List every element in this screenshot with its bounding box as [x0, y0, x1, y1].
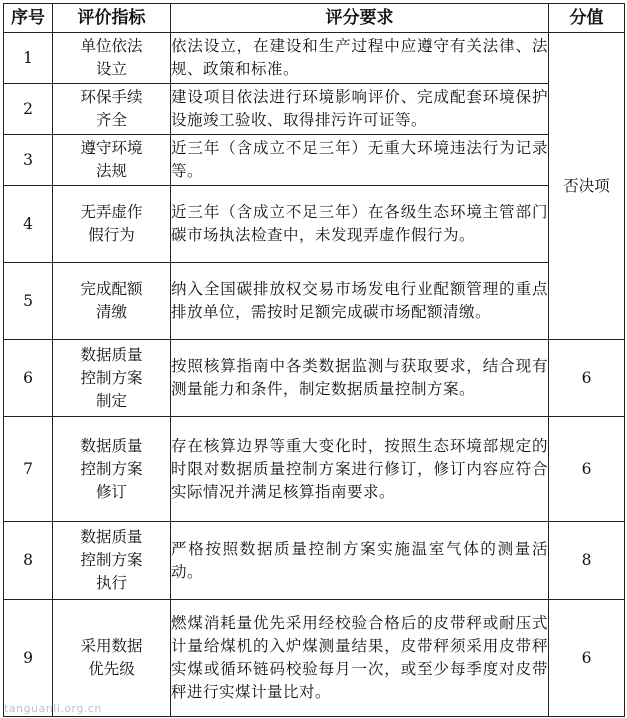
row-indicator	[53, 600, 171, 717]
row-number: 6	[4, 340, 53, 417]
row-number: 7	[4, 417, 53, 522]
row-number: 3	[4, 135, 53, 186]
row-score: 6	[549, 340, 625, 417]
indicator-line: 无弄虚作	[80, 203, 143, 221]
table-row	[4, 340, 625, 417]
row-indicator	[53, 263, 171, 340]
indicator-line: 齐全	[95, 111, 127, 129]
table-row	[4, 135, 625, 186]
row-score: 6	[549, 600, 625, 717]
indicator-line: 数据质量	[80, 528, 143, 546]
indicator-line: 完成配额	[80, 280, 143, 298]
veto-score-cell: 否决项	[549, 33, 625, 340]
table-row	[4, 600, 625, 717]
row-requirement: 建设项目依法进行环境影响评价、完成配套环境保护设施竣工验收、取得排污许可证等。	[171, 84, 549, 135]
row-indicator	[53, 84, 171, 135]
table-row	[4, 186, 625, 263]
row-score: 8	[549, 522, 625, 600]
row-number: 2	[4, 84, 53, 135]
row-requirement: 按照核算指南中各类数据监测与获取要求，结合现有测量能力和条件，制定数据质量控制方案。	[171, 340, 549, 417]
indicator-line: 采用数据	[80, 637, 143, 655]
row-indicator	[53, 186, 171, 263]
indicator-line: 控制方案	[80, 459, 143, 478]
row-requirement: 存在核算边界等重大变化时，按照生态环境部规定的时限对数据质量控制方案进行修订，修订内容应符合实际情况并满足核算指南要求。	[171, 417, 549, 522]
indicator-line: 环保手续	[80, 88, 143, 106]
indicator-line: 优先级	[88, 660, 135, 678]
indicator-line: 执行	[95, 574, 127, 592]
row-number: 1	[4, 33, 53, 84]
table-row	[4, 33, 625, 84]
row-indicator	[53, 417, 171, 522]
row-indicator	[53, 33, 171, 84]
indicator-line: 数据质量	[80, 436, 143, 455]
table-header-row	[4, 4, 625, 33]
header-no: 序号	[4, 4, 53, 33]
row-score: 6	[549, 417, 625, 522]
table-row	[4, 417, 625, 522]
indicator-line: 单位依法	[80, 37, 143, 55]
table-row	[4, 522, 625, 600]
row-indicator	[53, 135, 171, 186]
indicator-line: 控制方案	[80, 551, 143, 569]
indicator-line: 设立	[95, 60, 127, 78]
watermark-text: tanguanli.org.cn	[4, 702, 102, 715]
scoring-table	[3, 3, 625, 717]
row-indicator	[53, 522, 171, 600]
row-requirement: 近三年（含成立不足三年）在各级生态环境主管部门碳市场执法检查中，未发现弄虚作假行为。	[171, 186, 549, 263]
row-requirement: 近三年（含成立不足三年）无重大环境违法行为记录等。	[171, 135, 549, 186]
indicator-line: 数据质量	[80, 345, 143, 364]
indicator-line: 控制方案	[80, 368, 143, 387]
row-requirement: 纳入全国碳排放权交易市场发电行业配额管理的重点排放单位，需按时足额完成碳市场配额清缴。	[171, 263, 549, 340]
indicator-line: 法规	[95, 162, 127, 180]
indicator-line: 遵守环境	[80, 139, 143, 157]
header-requirement: 评分要求	[171, 4, 549, 33]
row-indicator	[53, 340, 171, 417]
row-requirement: 依法设立，在建设和生产过程中应遵守有关法律、法规、政策和标准。	[171, 33, 549, 84]
indicator-line: 清缴	[95, 303, 127, 321]
row-number: 4	[4, 186, 53, 263]
header-score: 分值	[549, 4, 625, 33]
header-indicator: 评价指标	[53, 4, 171, 33]
row-number: 8	[4, 522, 53, 600]
table-row	[4, 84, 625, 135]
table-row	[4, 263, 625, 340]
indicator-line: 制定	[95, 391, 127, 410]
row-requirement: 燃煤消耗量优先采用经校验合格后的皮带秤或耐压式计量给煤机的入炉煤测量结果，皮带秤须采用皮带秤实煤或循环链码校验每月一次，或至少每季度对皮带秤进行实煤计量比对。	[171, 600, 549, 717]
row-requirement: 严格按照数据质量控制方案实施温室气体的测量活动。	[171, 522, 549, 600]
row-number: 5	[4, 263, 53, 340]
indicator-line: 修订	[95, 482, 127, 501]
indicator-line: 假行为	[88, 226, 135, 244]
row-number: 9	[4, 600, 53, 717]
